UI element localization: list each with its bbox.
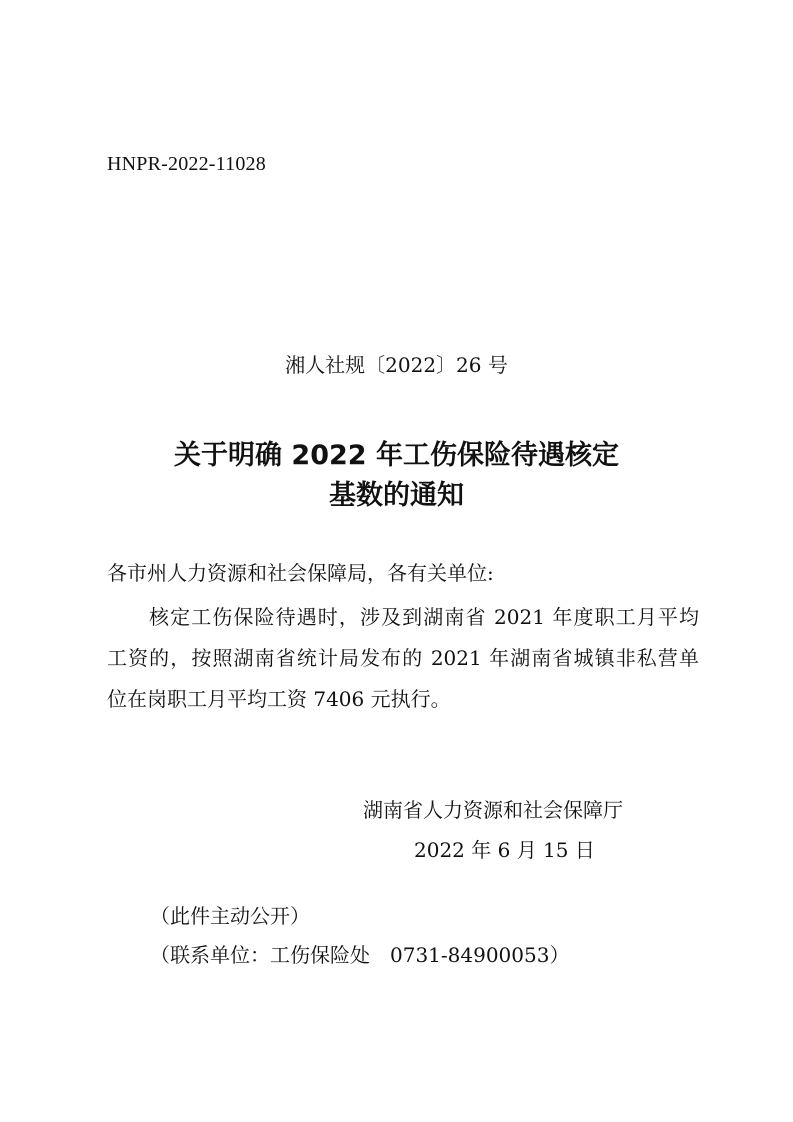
- contact-note: （联系单位：工伤保险处 0731-84900053）: [150, 943, 570, 967]
- issuing-authority: 湖南省人力资源和社会保障厅: [363, 798, 623, 822]
- disclosure-note: （此件主动公开）: [150, 904, 310, 928]
- file-number: 湘人社规〔2022〕26 号: [285, 353, 508, 377]
- body-line: 位在岗职工月平均工资 7406 元执行。: [107, 687, 451, 711]
- body-line: 核定工伤保险待遇时，涉及到湖南省 2021 年度职工月平均: [149, 605, 699, 629]
- issue-date: 2022 年 6 月 15 日: [414, 838, 595, 862]
- document-title-line-1: 关于明确 2022 年工伤保险待遇核定: [174, 440, 619, 471]
- body-paragraph: [107, 597, 699, 720]
- salutation: 各市州人力资源和社会保障局，各有关单位:: [107, 561, 494, 585]
- document-code: HNPR-2022-11028: [107, 153, 266, 175]
- document-title-line-2: 基数的通知: [329, 480, 464, 511]
- body-line: 工资的，按照湖南省统计局发布的 2021 年湖南省城镇非私营单: [107, 646, 699, 670]
